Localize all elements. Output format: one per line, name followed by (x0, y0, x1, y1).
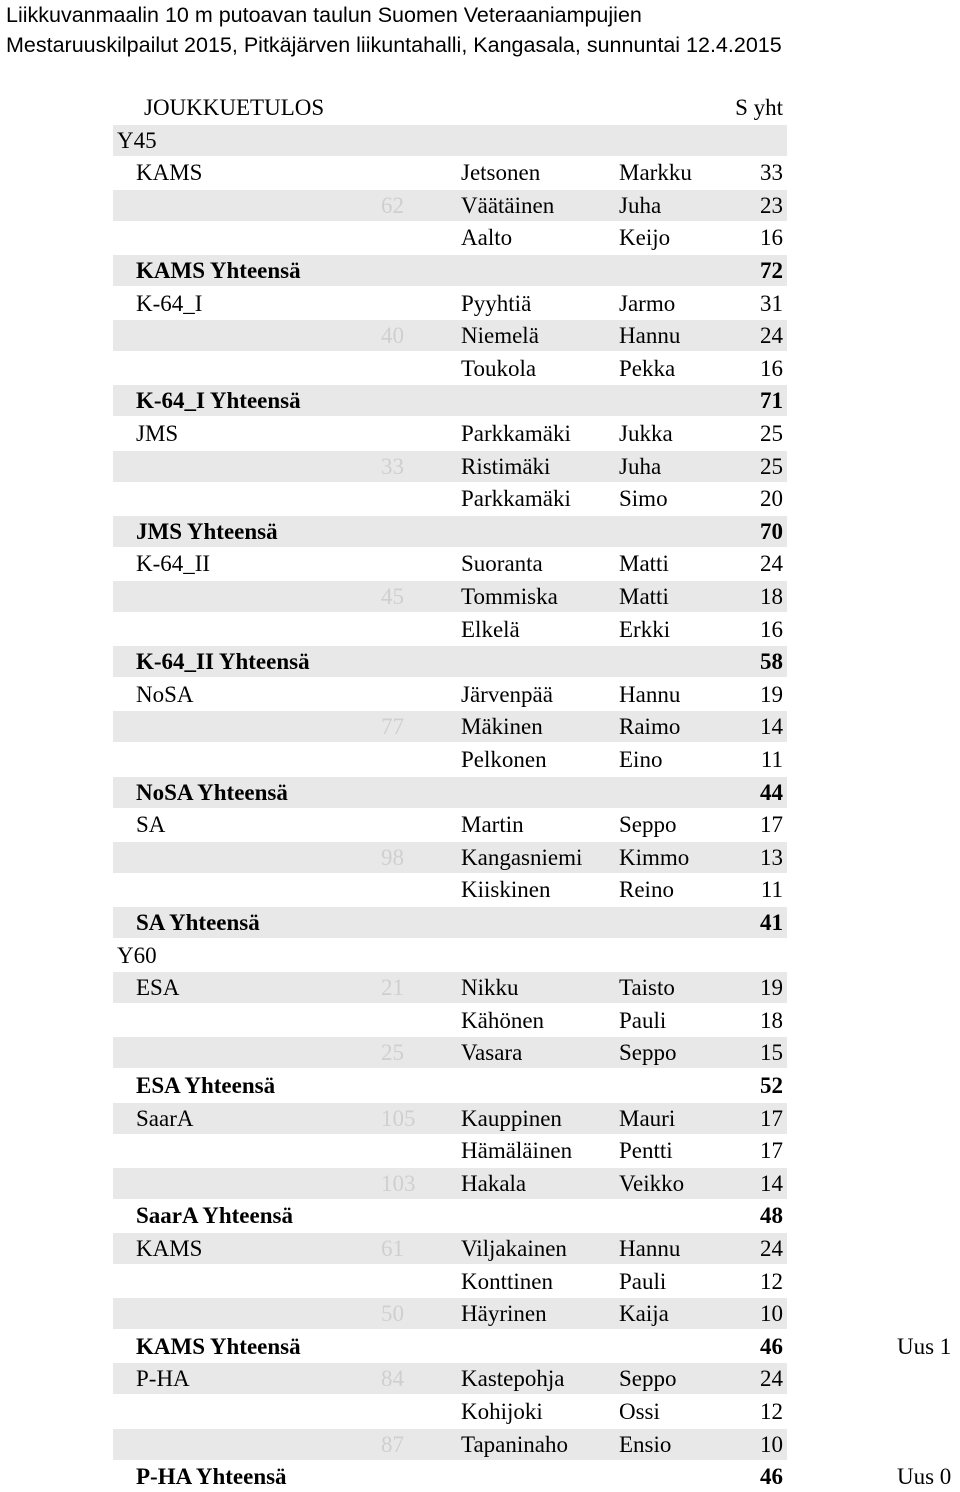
shooter-last-name: Suoranta (461, 551, 543, 577)
shooter-last-name: Häyrinen (461, 1301, 547, 1327)
member-row (113, 1363, 787, 1394)
header-line-1: Liikkuvanmaalin 10 m putoavan taulun Suomen Veteraaniampujien (6, 3, 642, 27)
shooter-last-name: Konttinen (461, 1268, 553, 1294)
shooter-first-name: Matti (619, 551, 669, 577)
shooter-last-name: Parkkamäki (461, 486, 571, 512)
shooter-last-name: Pyyhtiä (461, 290, 532, 316)
team-total-label: P-HA Yhteensä (136, 1464, 287, 1490)
shooter-first-name: Seppo (619, 1366, 677, 1392)
shooter-score: 12 (760, 1399, 783, 1424)
shooter-number: 25 (381, 1040, 404, 1066)
team-name: K-64_II (136, 551, 211, 577)
header-line-2: Mestaruuskilpailut 2015, Pitkäjärven liikuntahalli, Kangasala, sunnuntai 12.4.2015 (6, 33, 782, 57)
shooter-last-name: Elkelä (461, 616, 520, 642)
team-total-label: KAMS Yhteensä (136, 1333, 301, 1359)
team-total-label: SA Yhteensä (136, 910, 260, 935)
shooter-last-name: Kähönen (461, 1007, 545, 1033)
shooter-score: 33 (760, 160, 783, 186)
shooter-number: 50 (381, 1301, 404, 1327)
shooter-first-name: Hannu (619, 681, 681, 707)
shooter-number: 40 (381, 323, 404, 349)
shooter-last-name: Kauppinen (461, 1105, 562, 1131)
shooter-number: 105 (381, 1105, 416, 1131)
shooter-score: 25 (760, 421, 783, 446)
team-total-label: KAMS Yhteensä (136, 258, 301, 283)
member-row (113, 190, 787, 221)
shooter-first-name: Ensio (619, 1431, 672, 1457)
section-row (113, 125, 787, 156)
team-total-row (113, 1070, 787, 1101)
team-name: KAMS (136, 160, 203, 186)
shooter-first-name: Matti (619, 584, 669, 609)
member-row (113, 874, 787, 905)
member-row (113, 1429, 787, 1460)
member-row (113, 1103, 787, 1134)
team-total-row (113, 255, 787, 286)
shooter-first-name: Markku (619, 160, 692, 186)
team-total-label: K-64_II Yhteensä (136, 649, 310, 675)
team-name: KAMS (136, 1236, 203, 1261)
team-name: K-64_I (136, 290, 203, 316)
member-row (113, 581, 787, 612)
shooter-last-name: Viljakainen (461, 1236, 567, 1261)
shooter-last-name: Järvenpää (461, 681, 553, 707)
shooter-score: 18 (760, 584, 783, 609)
shooter-first-name: Pauli (619, 1268, 667, 1294)
team-total-score: 72 (760, 258, 783, 283)
shooter-number: 62 (381, 192, 404, 218)
shooter-number: 84 (381, 1366, 404, 1392)
shooter-number: 61 (381, 1236, 404, 1261)
member-row (113, 744, 787, 775)
member-row (113, 353, 787, 384)
team-name: JMS (136, 421, 179, 446)
shooter-score: 11 (760, 747, 783, 772)
team-total-row (113, 777, 787, 808)
shooter-score: 14 (760, 1170, 783, 1196)
shooter-score: 19 (760, 681, 783, 707)
shooter-last-name: Hämäläinen (461, 1138, 573, 1164)
member-row (113, 1037, 787, 1068)
member-row (113, 614, 787, 645)
tie-break-note: Uus 1 (897, 1333, 952, 1359)
shooter-number: 33 (381, 453, 404, 479)
team-name: NoSA (136, 681, 194, 707)
shooter-last-name: Jetsonen (461, 160, 541, 186)
team-name: P-HA (136, 1366, 190, 1392)
team-total-label: ESA Yhteensä (136, 1073, 276, 1098)
shooter-score: 10 (760, 1301, 783, 1327)
team-name: SA (136, 812, 166, 838)
shooter-last-name: Mäkinen (461, 714, 543, 740)
member-row (113, 1266, 787, 1297)
shooter-score: 24 (760, 551, 783, 577)
shooter-last-name: Niemelä (461, 323, 539, 349)
section-row (113, 940, 787, 971)
member-row (113, 222, 787, 253)
shooter-score: 17 (760, 812, 783, 838)
team-name: SaarA (136, 1105, 194, 1131)
shooter-first-name: Juha (619, 453, 662, 479)
shooter-score: 25 (760, 453, 783, 479)
shooter-number: 21 (381, 975, 404, 1001)
shooter-last-name: Tapaninaho (461, 1431, 568, 1457)
shooter-score: 24 (760, 1366, 783, 1392)
shooter-first-name: Reino (619, 877, 674, 903)
section-label: Y60 (117, 942, 157, 968)
team-name: ESA (136, 975, 180, 1001)
shooter-first-name: Pekka (619, 355, 676, 381)
shooter-first-name: Seppo (619, 1040, 677, 1066)
team-total-row (113, 1461, 787, 1492)
table-title: JOUKKUETULOS (144, 95, 325, 120)
shooter-last-name: Kiiskinen (461, 877, 551, 903)
section-label: Y45 (117, 127, 157, 153)
shooter-number: 98 (381, 844, 404, 870)
shooter-score: 15 (760, 1040, 783, 1066)
shooter-last-name: Hakala (461, 1170, 527, 1196)
team-total-score: 41 (760, 910, 783, 935)
shooter-first-name: Taisto (619, 975, 675, 1001)
shooter-score: 16 (760, 225, 783, 251)
shooter-number: 87 (381, 1431, 404, 1457)
team-total-label: JMS Yhteensä (136, 518, 278, 544)
shooter-last-name: Tommiska (461, 584, 558, 609)
member-row (113, 1298, 787, 1329)
shooter-score: 13 (760, 844, 783, 870)
member-row (113, 320, 787, 351)
shooter-score: 20 (760, 486, 783, 512)
shooter-first-name: Veikko (619, 1170, 685, 1196)
shooter-score: 18 (760, 1007, 783, 1033)
member-row (113, 679, 787, 710)
shooter-score: 24 (760, 323, 783, 349)
shooter-score: 17 (760, 1138, 783, 1164)
shooter-last-name: Vasara (461, 1040, 523, 1066)
shooter-score: 24 (760, 1236, 783, 1261)
team-total-label: NoSA Yhteensä (136, 779, 288, 805)
member-row (113, 483, 787, 514)
shooter-last-name: Martin (461, 812, 524, 838)
shooter-last-name: Ristimäki (461, 453, 551, 479)
shooter-number: 77 (381, 714, 404, 740)
member-row (113, 842, 787, 873)
team-total-score: 46 (760, 1333, 783, 1359)
team-total-row (113, 516, 787, 547)
shooter-score: 19 (760, 975, 783, 1001)
shooter-first-name: Simo (619, 486, 668, 512)
shooter-score: 10 (760, 1431, 783, 1457)
member-row (113, 1396, 787, 1427)
shooter-first-name: Kimmo (619, 844, 690, 870)
shooter-last-name: Kangasniemi (461, 844, 583, 870)
shooter-first-name: Keijo (619, 225, 671, 251)
shooter-number: 103 (381, 1170, 416, 1196)
shooter-score: 16 (760, 355, 783, 381)
shooter-last-name: Aalto (461, 225, 513, 251)
shooter-last-name: Kohijoki (461, 1399, 543, 1424)
shooter-first-name: Juha (619, 192, 662, 218)
shooter-first-name: Eino (619, 747, 663, 772)
shooter-first-name: Erkki (619, 616, 671, 642)
member-row (113, 1005, 787, 1036)
shooter-first-name: Pentti (619, 1138, 673, 1164)
member-row (113, 972, 787, 1003)
team-total-score: 52 (760, 1073, 783, 1098)
member-row (113, 157, 787, 188)
team-total-score: 58 (760, 649, 783, 675)
member-row (113, 451, 787, 482)
member-row (113, 288, 787, 319)
shooter-first-name: Mauri (619, 1105, 676, 1131)
shooter-first-name: Jarmo (619, 290, 676, 316)
team-total-label: SaarA Yhteensä (136, 1203, 293, 1229)
team-total-row (113, 385, 787, 416)
shooter-last-name: Pelkonen (461, 747, 547, 772)
shooter-last-name: Kastepohja (461, 1366, 565, 1392)
shooter-score: 11 (760, 877, 783, 903)
shooter-first-name: Hannu (619, 323, 681, 349)
shooter-score: 14 (760, 714, 783, 740)
shooter-first-name: Kaija (619, 1301, 669, 1327)
team-total-row (113, 907, 787, 938)
shooter-score: 23 (760, 192, 783, 218)
member-row (113, 548, 787, 579)
score-column-header: S yht (735, 95, 783, 120)
shooter-score: 16 (760, 616, 783, 642)
shooter-number: 45 (381, 584, 404, 609)
shooter-last-name: Parkkamäki (461, 421, 571, 446)
shooter-last-name: Nikku (461, 975, 519, 1001)
tie-break-note: Uus 0 (897, 1464, 952, 1490)
document-header (6, 0, 782, 60)
member-row (113, 711, 787, 742)
team-total-score: 48 (760, 1203, 783, 1229)
shooter-first-name: Seppo (619, 812, 677, 838)
team-total-score: 71 (760, 388, 783, 414)
team-total-score: 70 (760, 518, 783, 544)
shooter-first-name: Jukka (619, 421, 673, 446)
team-total-label: K-64_I Yhteensä (136, 388, 301, 414)
member-row (113, 809, 787, 840)
table-header-row (113, 92, 787, 123)
team-total-score: 44 (760, 779, 783, 805)
shooter-last-name: Väätäinen (461, 192, 555, 218)
member-row (113, 1135, 787, 1166)
shooter-first-name: Raimo (619, 714, 681, 740)
team-total-row (113, 646, 787, 677)
member-row (113, 1233, 787, 1264)
member-row (113, 1168, 787, 1199)
member-row (113, 418, 787, 449)
shooter-score: 12 (760, 1268, 783, 1294)
team-total-row (113, 1200, 787, 1231)
shooter-first-name: Pauli (619, 1007, 667, 1033)
shooter-first-name: Hannu (619, 1236, 681, 1261)
shooter-score: 31 (760, 290, 783, 316)
shooter-first-name: Ossi (619, 1399, 660, 1424)
shooter-score: 17 (760, 1105, 783, 1131)
shooter-last-name: Toukola (461, 355, 537, 381)
team-total-score: 46 (760, 1464, 783, 1490)
team-total-row (113, 1331, 787, 1362)
